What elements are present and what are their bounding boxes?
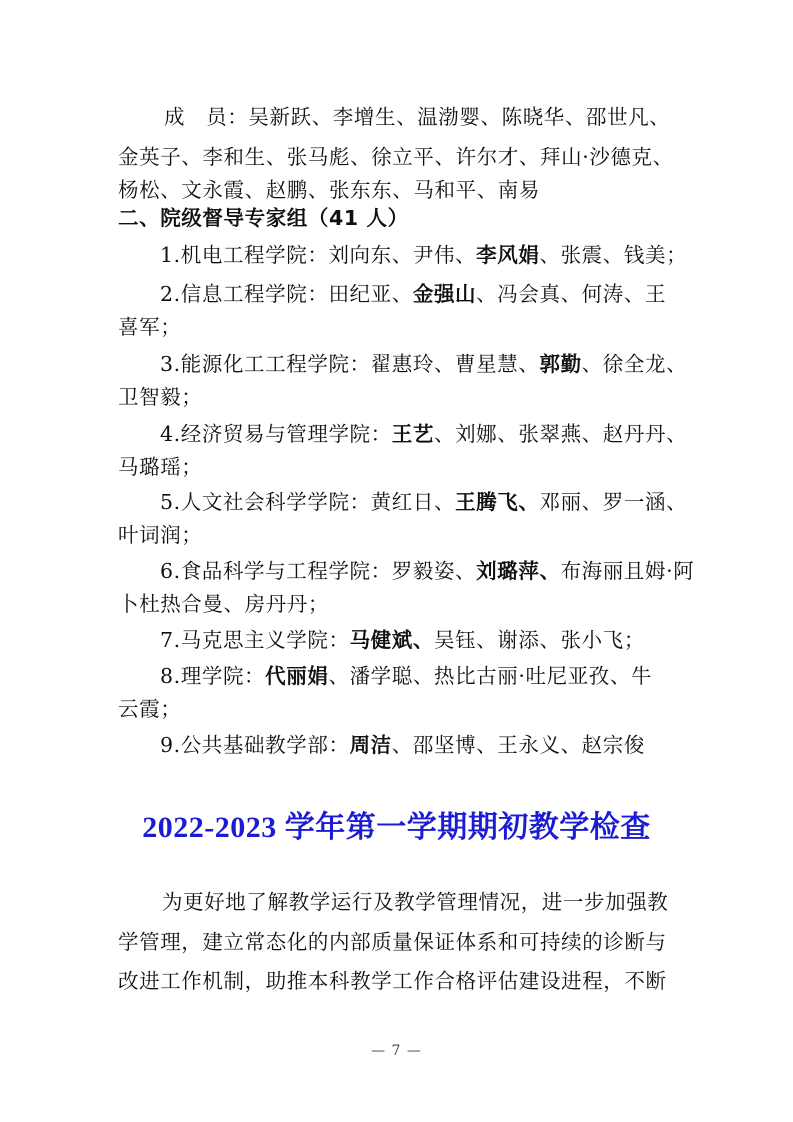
college-item-text: 5.人文社会科学学院：黄红日、 (160, 490, 456, 514)
college-item-9 (160, 731, 645, 759)
college-item-1 (160, 241, 687, 269)
article-paragraph-line-1: 为更好地了解教学运行及教学管理情况，进一步加强教 (162, 890, 669, 914)
college-lead-name: 郭勤 (539, 352, 582, 376)
college-item-4 (160, 420, 687, 448)
college-item-text: 2.信息工程学院：田纪亚、 (160, 282, 413, 306)
college-item-text: 、邵坚博、王永义、赵宗俊 (391, 733, 645, 757)
college-item-text: 8.理学院： (160, 664, 266, 688)
college-item-3-cont: 卫智毅； (118, 385, 203, 409)
college-item-2 (160, 280, 666, 308)
college-item-text: 7.马克思主义学院： (160, 628, 350, 652)
college-item-text: 、潘学聪、热比古丽·吐尼亚孜、牛 (328, 664, 653, 688)
members-line-1: 成 员：吴新跃、李增生、温渤婴、陈晓华、邵世凡、 (164, 105, 671, 129)
college-item-text: 6.食品科学与工程学院：罗毅姿、 (160, 559, 477, 583)
college-item-8-cont: 云霞； (118, 697, 182, 721)
article-title: 2022-2023 学年第一学期期初教学检查 (142, 811, 651, 844)
college-lead-name: 金强山 (412, 282, 477, 306)
college-item-3 (160, 350, 687, 378)
college-item-6-cont: 卜杜热合曼、房丹丹； (118, 592, 329, 616)
college-item-5-cont: 叶词润； (118, 523, 203, 547)
college-lead-name: 马健斌、 (349, 628, 434, 652)
article-paragraph-line-3: 改进工作机制，助推本科教学工作合格评估建设进程，不断 (118, 969, 667, 993)
college-lead-name: 周洁 (349, 733, 392, 757)
college-item-4-cont: 马璐瑶； (118, 455, 203, 479)
college-lead-name: 刘璐萍、 (476, 559, 561, 583)
college-item-text: 吴钰、谢添、张小飞； (433, 628, 645, 652)
college-lead-name: 李风娟 (476, 243, 540, 267)
college-item-text: 3.能源化工工程学院：翟惠玲、曹星慧、 (160, 352, 540, 376)
college-item-text: 、刘娜、张翠燕、赵丹丹、 (433, 422, 688, 446)
college-item-text: 、张震、钱美； (539, 243, 688, 267)
article-paragraph-line-2: 学管理，建立常态化的内部质量保证体系和可持续的诊断与 (118, 930, 667, 954)
college-item-2-cont: 喜军； (118, 315, 182, 339)
college-item-text: 、徐全龙、 (581, 352, 688, 376)
college-item-5 (160, 488, 687, 516)
college-item-text: 1.机电工程学院：刘向东、尹伟、 (160, 243, 477, 267)
college-item-text: 布海丽且姆·阿 (560, 559, 695, 583)
college-item-6 (160, 557, 694, 585)
section-heading-supervisors: 二、院级督导专家组（41 人） (118, 206, 409, 230)
page-number: — 7 — (371, 1043, 422, 1059)
members-line-3: 杨松、文永霞、赵鹏、张东东、马和平、南易 (118, 178, 540, 202)
college-item-text: 邓丽、罗一涵、 (539, 490, 688, 514)
college-item-7 (160, 626, 645, 654)
college-item-8 (160, 662, 652, 690)
college-lead-name: 代丽娟 (265, 664, 329, 688)
college-item-text: 、冯会真、何涛、王 (476, 282, 667, 306)
college-item-text: 9.公共基础教学部： (160, 733, 350, 757)
college-item-text: 4.经济贸易与管理学院： (160, 422, 392, 446)
members-line-2: 金英子、李和生、张马彪、徐立平、许尔才、拜山·沙德克、 (118, 145, 674, 169)
college-lead-name: 王艺 (391, 422, 434, 446)
college-lead-name: 王腾飞、 (455, 490, 540, 514)
